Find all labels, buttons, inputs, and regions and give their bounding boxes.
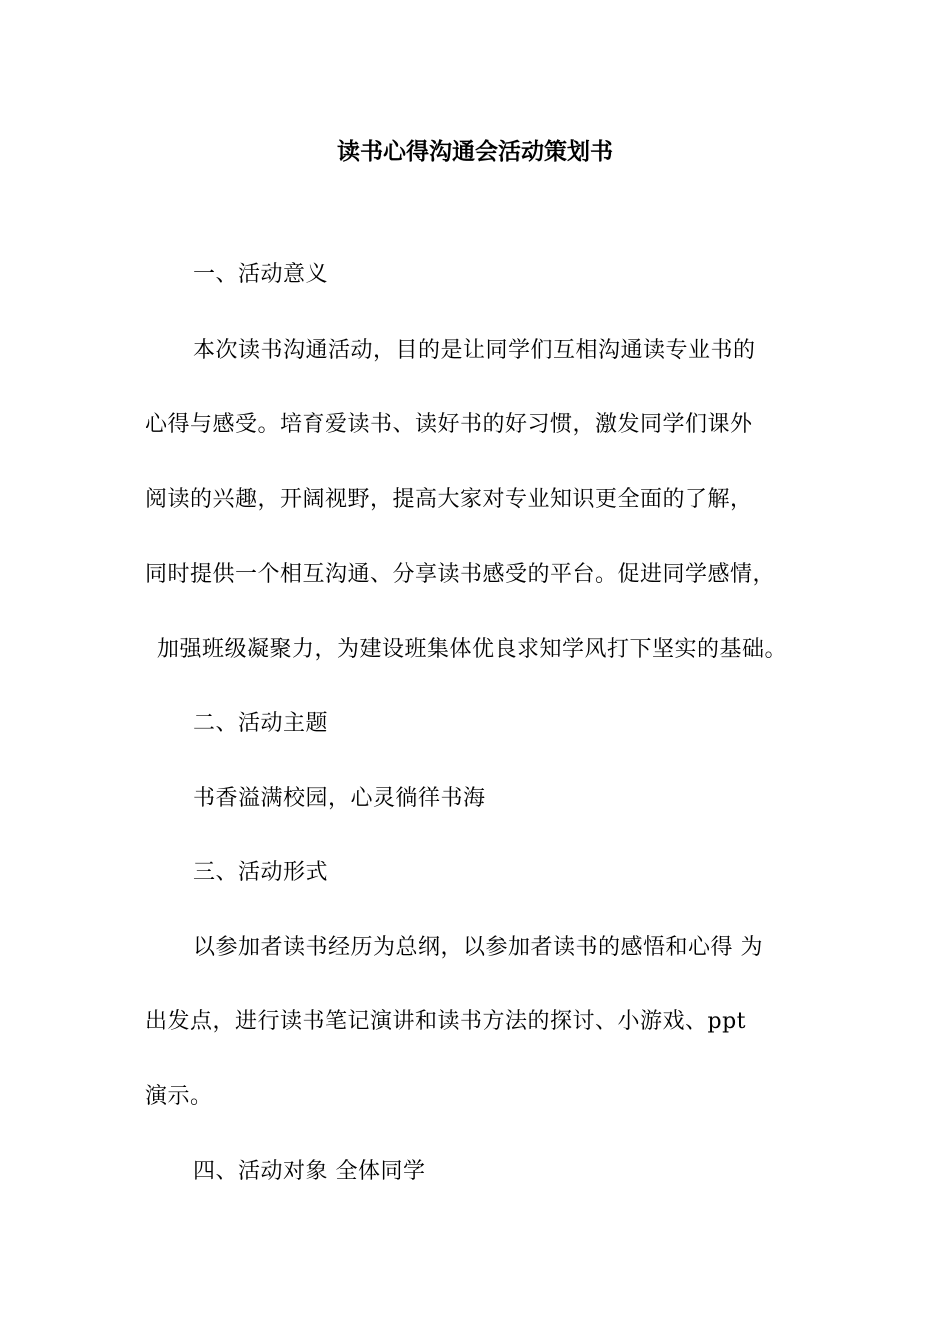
paragraph-line: 心得与感受。培育爱读书、读好书的好习惯，激发同学们课外 [145, 412, 753, 437]
paragraph-line: 以参加者读书经历为总纲，以参加者读书的感悟和心得 为 [193, 935, 763, 960]
paragraph-line: 本次读书沟通活动，目的是让同学们互相沟通读专业书的 [193, 338, 756, 363]
section-heading-2: 二、活动主题 [193, 711, 329, 736]
section-heading-3: 三、活动形式 [193, 860, 329, 885]
paragraph-line: 加强班级凝聚力，为建设班集体优良求知学风打下坚实的基础。 [157, 637, 788, 662]
paragraph-line: 出发点，进行读书笔记演讲和读书方法的探讨、小游戏、ppt [145, 1009, 747, 1034]
paragraph-line: 阅读的兴趣，开阔视野，提高大家对专业知识更全面的了解， [145, 487, 753, 512]
paragraph-line: 书香溢满校园，心灵徜徉书海 [193, 786, 486, 811]
paragraph-line: 同时提供一个相互沟通、分享读书感受的平台。促进同学感情， [145, 562, 776, 587]
paragraph-line: 演示。 [145, 1084, 213, 1109]
document-title: 读书心得沟通会活动策划书 [337, 138, 613, 165]
section-heading-4: 四、活动对象 全体同学 [193, 1159, 426, 1184]
section-heading-1: 一、活动意义 [193, 262, 329, 287]
